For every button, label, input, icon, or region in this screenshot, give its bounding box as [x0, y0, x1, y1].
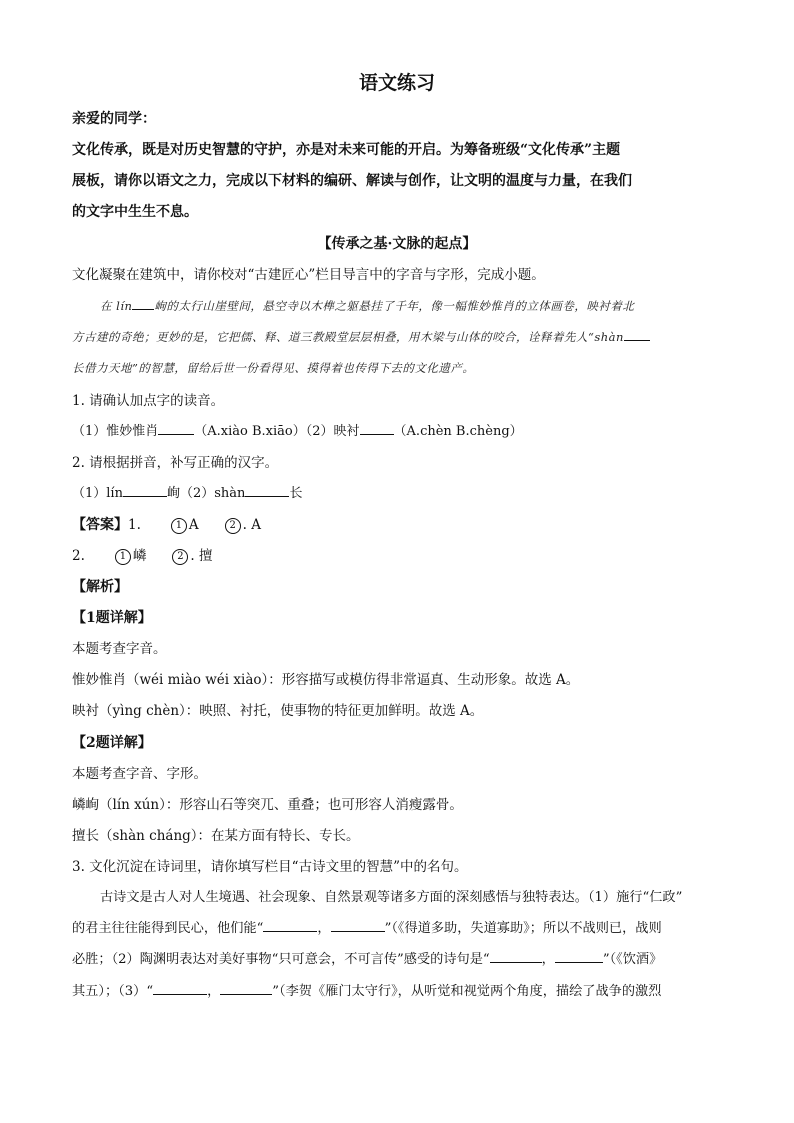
question-text: 峋: [166, 486, 180, 501]
answer-blank: [555, 950, 603, 963]
intro-line-1: 文化传承，既是对历史智慧的守护，亦是对未来可能的开启。为筹备班级“文化传承”主题: [72, 142, 621, 158]
passage-line-2: [72, 327, 650, 347]
circled-number: 1: [171, 518, 187, 534]
intro-line-3: 的文字中生生不息。: [72, 204, 198, 220]
detail-1-line-2: 惟妙惟肖（wéi miào wéi xiào）：形容描写或模仿得非常逼真、生动形象。故选 A。: [72, 672, 580, 688]
answer-number: 1.: [128, 517, 141, 533]
question-text: ”（李贺《雁门太守行》，从听觉和视觉两个角度，描绘了战争的激烈: [272, 984, 662, 999]
passage-text: 在 lín: [100, 299, 133, 313]
question-1-parts: [72, 422, 523, 442]
detail-2-line-2: 嶙峋（lín xún）：形容山石等突兀、重叠；也可形容人消瘦露骨。: [72, 797, 463, 813]
question-text: ，: [541, 952, 555, 967]
answer-blank: [158, 422, 194, 435]
question-text: ，: [207, 984, 221, 999]
answer-line-1: [72, 515, 261, 535]
intro-line-2: 展板，请你以语文之力，完成以下材料的编研、解读与创作，让文明的温度与力量，在我们: [72, 173, 632, 189]
question-2-parts: [72, 484, 302, 504]
question-options: （A.chèn B.chèng）: [393, 424, 523, 439]
passage-text: 方古建的奇绝；更妙的是，它把儒、释、道三教殿堂层层相叠，用木梁与山体的咬合，诠释着先人“shàn: [72, 330, 624, 344]
question-options: （A.xiào B.xiāo）: [194, 424, 306, 439]
question-text: 其五）；（3）“: [72, 984, 154, 999]
detail-1-line-1: 本题考查字音。: [72, 641, 167, 657]
question-text: 必胜；（2）陶渊明表达对美好事物“只可意会，不可言传”感受的诗句是“: [72, 952, 490, 967]
answer-label: 【答案】: [72, 517, 128, 533]
answer-value: . A: [242, 517, 261, 533]
answer-value: . 擅: [190, 548, 213, 564]
question-text: ”（《饮酒》: [602, 952, 663, 967]
passage-line-1: [100, 296, 634, 316]
question-text: ，: [317, 921, 331, 936]
question-text: （2）映衬: [305, 424, 360, 439]
circled-number: 1: [115, 549, 131, 565]
passage-line-3: 长借力天地”的智慧，留给后世一份看得见、摸得着也传得下去的文化遗产。: [72, 361, 475, 375]
answer-blank: [220, 982, 272, 995]
detail-2-line-3: 擅长（shàn cháng）：在某方面有特长、专长。: [72, 828, 360, 844]
detail-2-line-1: 本题考查字音、字形。: [72, 766, 207, 782]
answer-blank: [331, 919, 385, 932]
answer-blank: [263, 919, 317, 932]
answer-blank: [490, 950, 542, 963]
greeting: 亲爱的同学：: [72, 111, 156, 127]
question-text: ”（《得道多助，失道寡助》；所以不战则已，战则: [384, 921, 662, 936]
circled-number: 2: [225, 518, 241, 534]
blank-line: [132, 297, 154, 310]
answer-blank: [123, 484, 167, 497]
analysis-label: 【解析】: [72, 579, 128, 595]
answer-blank: [360, 422, 394, 435]
circled-number: 2: [172, 549, 188, 565]
detail-1-label: 【1题详解】: [72, 610, 152, 626]
answer-blank: [153, 982, 207, 995]
passage-text: 峋的太行山崖壁间，悬空寺以木榫之躯悬挂了千年，像一幅惟妙惟肖的立体画卷，映衬着北: [154, 299, 635, 313]
question-text: 长: [289, 486, 303, 501]
answer-value: A: [188, 517, 199, 533]
blank-line: [624, 328, 650, 341]
question-1-stem: 1. 请确认加点字的读音。: [72, 393, 225, 409]
detail-2-label: 【2题详解】: [72, 735, 152, 751]
question-3-line-1: 古诗文是古人对人生境遇、社会现象、自然景观等诸多方面的深刻感悟与独特表达。（1）施行“仁政”: [100, 890, 683, 905]
page-title: 语文练习: [358, 72, 435, 94]
question-2-stem: 2. 请根据拼音，补写正确的汉字。: [72, 455, 279, 471]
question-3-line-3: [72, 950, 662, 970]
question-3-line-2: [72, 919, 662, 939]
question-3-stem: 3. 文化沉淀在诗词里，请你填写栏目“古诗文里的智慧”中的名句。: [72, 859, 468, 875]
answer-line-2: [72, 546, 212, 566]
question-text: 的君主往往能得到民心，他们能“: [72, 921, 264, 936]
section-heading: 【传承之基·文脉的起点】: [317, 236, 477, 252]
task-intro: 文化凝聚在建筑中，请你校对“古建匠心”栏目导言中的字音与字形，完成小题。: [72, 267, 545, 283]
detail-1-line-3: 映衬（yìng chèn）：映照、衬托，使事物的特征更加鲜明。故选 A。: [72, 703, 484, 719]
question-text: （2）shàn: [179, 486, 246, 501]
answer-value: 嶙: [132, 548, 147, 564]
answer-number: 2.: [72, 548, 85, 564]
question-text: （1）惟妙惟肖: [72, 424, 159, 439]
answer-blank: [245, 484, 289, 497]
question-text: （1）lín: [72, 486, 123, 501]
question-3-line-4: [72, 982, 661, 1002]
